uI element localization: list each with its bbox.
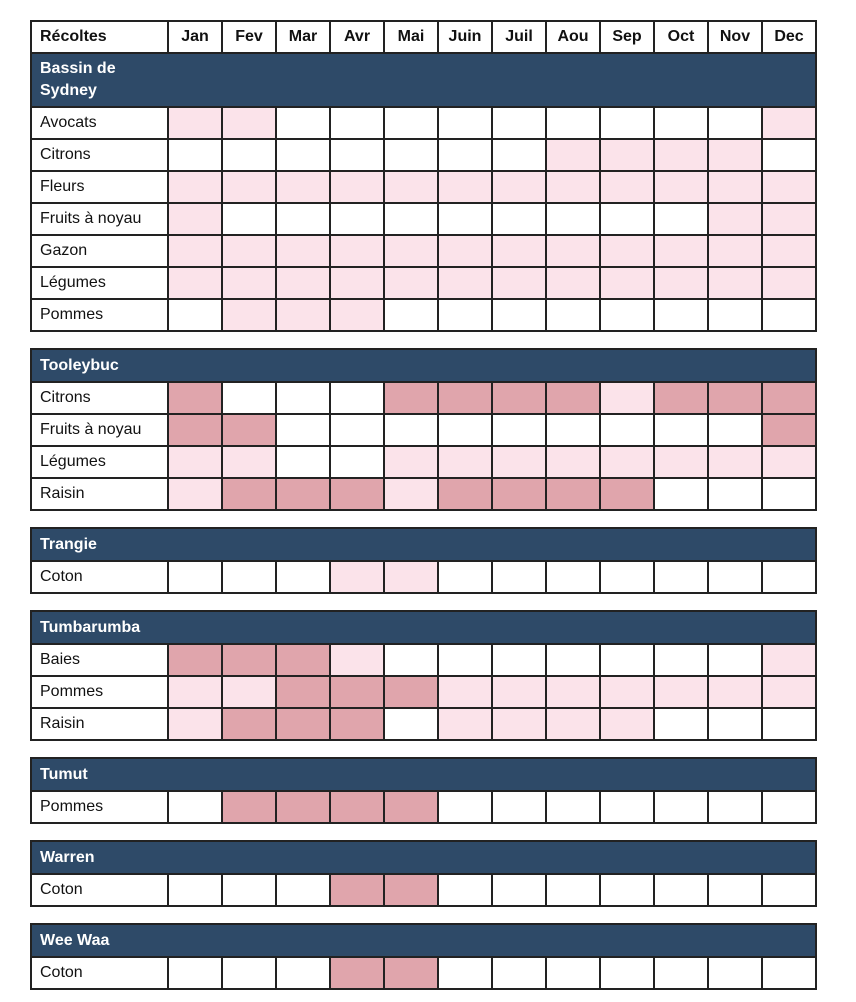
region-name: Warren: [40, 848, 95, 866]
month-cell: [277, 645, 331, 677]
month-cell: [331, 447, 385, 479]
month-cell: [385, 268, 439, 300]
crops-column-header: Récoltes: [32, 22, 169, 54]
month-cell: [223, 875, 277, 907]
month-cell: [385, 204, 439, 236]
month-cell: [763, 875, 817, 907]
month-cell: [439, 792, 493, 824]
month-cell: [223, 172, 277, 204]
month-cell: [709, 958, 763, 990]
month-cell: [223, 108, 277, 140]
month-cell: [439, 415, 493, 447]
month-cell: [655, 677, 709, 709]
month-cell: [439, 236, 493, 268]
region-table: [30, 923, 817, 990]
month-cell: [601, 300, 655, 332]
month-cell: [763, 236, 817, 268]
month-cell: [493, 415, 547, 447]
month-cell: [493, 645, 547, 677]
month-cell: [763, 792, 817, 824]
month-cell: [385, 875, 439, 907]
month-cell: [385, 415, 439, 447]
month-cell: [331, 268, 385, 300]
month-cell: [547, 140, 601, 172]
month-cell: [385, 562, 439, 594]
crop-name: Raisin: [32, 709, 169, 741]
month-cell: [169, 562, 223, 594]
month-cell: [547, 792, 601, 824]
month-cell: [385, 447, 439, 479]
month-cell: [331, 108, 385, 140]
month-cell: [601, 479, 655, 511]
month-cell: [763, 268, 817, 300]
month-cell: [385, 383, 439, 415]
month-header: Nov: [709, 22, 763, 54]
month-cell: [331, 645, 385, 677]
month-cell: [493, 383, 547, 415]
month-cell: [493, 958, 547, 990]
month-cell: [439, 447, 493, 479]
month-header: Sep: [601, 22, 655, 54]
region-header: [32, 759, 817, 792]
month-cell: [655, 172, 709, 204]
month-cell: [655, 108, 709, 140]
crop-name: Gazon: [32, 236, 169, 268]
month-cell: [655, 268, 709, 300]
month-cell: [763, 562, 817, 594]
month-header: Oct: [655, 22, 709, 54]
month-cell: [547, 383, 601, 415]
crop-name: Fruits à noyau: [32, 415, 169, 447]
region-name: Tumut: [40, 765, 88, 783]
month-cell: [331, 958, 385, 990]
month-cell: [439, 645, 493, 677]
month-cell: [493, 236, 547, 268]
month-cell: [547, 300, 601, 332]
month-cell: [493, 709, 547, 741]
month-cell: [439, 108, 493, 140]
crop-name: Coton: [32, 562, 169, 594]
month-cell: [169, 172, 223, 204]
month-cell: [277, 958, 331, 990]
crop-name: Fruits à noyau: [32, 204, 169, 236]
month-cell: [709, 645, 763, 677]
month-cell: [655, 140, 709, 172]
region-name: Tumbarumba: [40, 618, 141, 636]
region-table: [30, 757, 817, 824]
month-header: Aou: [547, 22, 601, 54]
month-cell: [223, 204, 277, 236]
month-cell: [223, 562, 277, 594]
month-cell: [709, 447, 763, 479]
month-cell: [331, 875, 385, 907]
month-cell: [763, 140, 817, 172]
month-cell: [439, 709, 493, 741]
month-header: Fev: [223, 22, 277, 54]
crop-name: Légumes: [32, 268, 169, 300]
month-cell: [493, 479, 547, 511]
month-cell: [331, 479, 385, 511]
month-cell: [169, 709, 223, 741]
month-cell: [655, 236, 709, 268]
month-cell: [331, 415, 385, 447]
region-table: [30, 527, 817, 594]
crop-name: Citrons: [32, 140, 169, 172]
month-cell: [493, 268, 547, 300]
region-header: [32, 529, 817, 562]
month-cell: [709, 172, 763, 204]
month-cell: [547, 645, 601, 677]
month-cell: [439, 677, 493, 709]
month-cell: [655, 383, 709, 415]
month-cell: [331, 709, 385, 741]
month-cell: [169, 204, 223, 236]
month-cell: [169, 300, 223, 332]
region-name: Wee Waa: [40, 931, 110, 949]
month-cell: [439, 562, 493, 594]
month-cell: [601, 645, 655, 677]
month-cell: [547, 415, 601, 447]
region-header: [32, 612, 817, 645]
region-table: [30, 840, 817, 907]
month-cell: [655, 645, 709, 677]
month-cell: [547, 172, 601, 204]
month-cell: [385, 645, 439, 677]
month-header: Dec: [763, 22, 817, 54]
month-cell: [547, 875, 601, 907]
month-cell: [331, 236, 385, 268]
region-table: [30, 348, 817, 511]
month-cell: [763, 300, 817, 332]
month-cell: [493, 875, 547, 907]
month-cell: [277, 172, 331, 204]
month-cell: [655, 709, 709, 741]
month-cell: [223, 383, 277, 415]
month-cell: [385, 140, 439, 172]
month-cell: [709, 792, 763, 824]
month-cell: [601, 236, 655, 268]
month-cell: [763, 204, 817, 236]
month-cell: [385, 236, 439, 268]
month-cell: [277, 268, 331, 300]
month-header: Juil: [493, 22, 547, 54]
month-cell: [439, 268, 493, 300]
month-header: Avr: [331, 22, 385, 54]
month-cell: [547, 447, 601, 479]
month-cell: [331, 204, 385, 236]
month-cell: [547, 236, 601, 268]
month-header: Juin: [439, 22, 493, 54]
month-cell: [547, 562, 601, 594]
month-cell: [331, 792, 385, 824]
month-cell: [601, 172, 655, 204]
region-table: [30, 20, 817, 332]
month-cell: [655, 875, 709, 907]
month-cell: [655, 204, 709, 236]
month-cell: [277, 236, 331, 268]
crop-name: Pommes: [32, 677, 169, 709]
month-cell: [655, 447, 709, 479]
month-cell: [547, 204, 601, 236]
month-cell: [763, 172, 817, 204]
month-header: Mai: [385, 22, 439, 54]
month-cell: [223, 645, 277, 677]
month-cell: [655, 300, 709, 332]
month-cell: [493, 108, 547, 140]
month-cell: [547, 677, 601, 709]
month-cell: [655, 958, 709, 990]
month-cell: [277, 562, 331, 594]
month-cell: [709, 108, 763, 140]
month-cell: [763, 108, 817, 140]
month-cell: [601, 958, 655, 990]
month-cell: [601, 415, 655, 447]
month-cell: [763, 677, 817, 709]
month-cell: [709, 140, 763, 172]
month-header: Jan: [169, 22, 223, 54]
month-cell: [223, 958, 277, 990]
month-cell: [277, 792, 331, 824]
month-cell: [493, 300, 547, 332]
month-cell: [277, 383, 331, 415]
region-name: Bassin de Sydney: [40, 60, 116, 99]
month-cell: [493, 140, 547, 172]
month-cell: [493, 562, 547, 594]
month-cell: [763, 447, 817, 479]
crop-name: Légumes: [32, 447, 169, 479]
month-cell: [439, 958, 493, 990]
region-header: [32, 54, 817, 108]
month-cell: [601, 562, 655, 594]
month-cell: [331, 677, 385, 709]
month-cell: [169, 677, 223, 709]
month-cell: [223, 300, 277, 332]
month-cell: [169, 479, 223, 511]
crop-name: Baies: [32, 645, 169, 677]
month-cell: [655, 415, 709, 447]
month-cell: [223, 236, 277, 268]
month-cell: [223, 447, 277, 479]
month-cell: [385, 792, 439, 824]
month-cell: [655, 479, 709, 511]
harvest-calendar: [30, 20, 817, 990]
month-cell: [439, 300, 493, 332]
month-cell: [439, 383, 493, 415]
month-cell: [169, 645, 223, 677]
month-cell: [277, 140, 331, 172]
month-cell: [439, 479, 493, 511]
month-cell: [385, 108, 439, 140]
month-cell: [169, 447, 223, 479]
month-cell: [709, 677, 763, 709]
month-cell: [331, 140, 385, 172]
month-cell: [277, 709, 331, 741]
month-cell: [169, 140, 223, 172]
month-cell: [493, 447, 547, 479]
month-cell: [385, 709, 439, 741]
month-cell: [385, 479, 439, 511]
region-name: Tooleybuc: [40, 356, 119, 374]
month-cell: [439, 204, 493, 236]
crop-name: Raisin: [32, 479, 169, 511]
region-header: [32, 842, 817, 875]
month-cell: [223, 415, 277, 447]
month-cell: [763, 479, 817, 511]
month-cell: [709, 236, 763, 268]
month-cell: [439, 172, 493, 204]
month-cell: [223, 709, 277, 741]
month-cell: [169, 958, 223, 990]
region-header: [32, 350, 817, 383]
month-cell: [385, 300, 439, 332]
crop-name: Coton: [32, 958, 169, 990]
month-cell: [601, 383, 655, 415]
month-cell: [547, 709, 601, 741]
month-cell: [277, 300, 331, 332]
month-cell: [331, 383, 385, 415]
month-header: Mar: [277, 22, 331, 54]
month-cell: [439, 140, 493, 172]
crop-name: Fleurs: [32, 172, 169, 204]
month-cell: [169, 236, 223, 268]
month-cell: [169, 875, 223, 907]
month-cell: [331, 562, 385, 594]
month-cell: [277, 204, 331, 236]
month-cell: [277, 415, 331, 447]
month-cell: [277, 875, 331, 907]
region-header: [32, 925, 817, 958]
month-cell: [277, 108, 331, 140]
month-cell: [547, 958, 601, 990]
month-cell: [493, 204, 547, 236]
month-cell: [601, 140, 655, 172]
crop-name: Pommes: [32, 792, 169, 824]
month-cell: [763, 383, 817, 415]
month-cell: [709, 562, 763, 594]
month-cell: [331, 172, 385, 204]
month-cell: [763, 645, 817, 677]
month-cell: [547, 268, 601, 300]
month-cell: [601, 677, 655, 709]
month-cell: [547, 479, 601, 511]
month-cell: [709, 204, 763, 236]
month-cell: [277, 677, 331, 709]
crop-name: Avocats: [32, 108, 169, 140]
month-cell: [601, 709, 655, 741]
month-cell: [763, 958, 817, 990]
month-cell: [601, 792, 655, 824]
month-cell: [385, 958, 439, 990]
month-cell: [655, 562, 709, 594]
month-cell: [169, 108, 223, 140]
month-cell: [493, 172, 547, 204]
month-cell: [223, 140, 277, 172]
crop-name: Coton: [32, 875, 169, 907]
crop-name: Pommes: [32, 300, 169, 332]
month-cell: [223, 268, 277, 300]
month-cell: [223, 479, 277, 511]
month-cell: [709, 875, 763, 907]
month-cell: [223, 792, 277, 824]
month-cell: [223, 677, 277, 709]
month-cell: [709, 300, 763, 332]
month-cell: [763, 709, 817, 741]
month-cell: [601, 268, 655, 300]
month-cell: [331, 300, 385, 332]
month-cell: [763, 415, 817, 447]
month-cell: [709, 415, 763, 447]
month-cell: [169, 268, 223, 300]
crop-name: Citrons: [32, 383, 169, 415]
month-cell: [709, 268, 763, 300]
month-cell: [277, 447, 331, 479]
month-cell: [169, 415, 223, 447]
region-table: [30, 610, 817, 741]
region-name: Trangie: [40, 535, 97, 553]
month-cell: [385, 172, 439, 204]
month-cell: [709, 479, 763, 511]
month-cell: [493, 792, 547, 824]
month-cell: [601, 204, 655, 236]
month-cell: [655, 792, 709, 824]
month-cell: [385, 677, 439, 709]
month-cell: [169, 383, 223, 415]
month-cell: [493, 677, 547, 709]
month-cell: [601, 875, 655, 907]
month-cell: [601, 108, 655, 140]
month-cell: [547, 108, 601, 140]
month-cell: [439, 875, 493, 907]
month-cell: [169, 792, 223, 824]
month-cell: [277, 479, 331, 511]
month-cell: [709, 709, 763, 741]
month-cell: [709, 383, 763, 415]
month-cell: [601, 447, 655, 479]
